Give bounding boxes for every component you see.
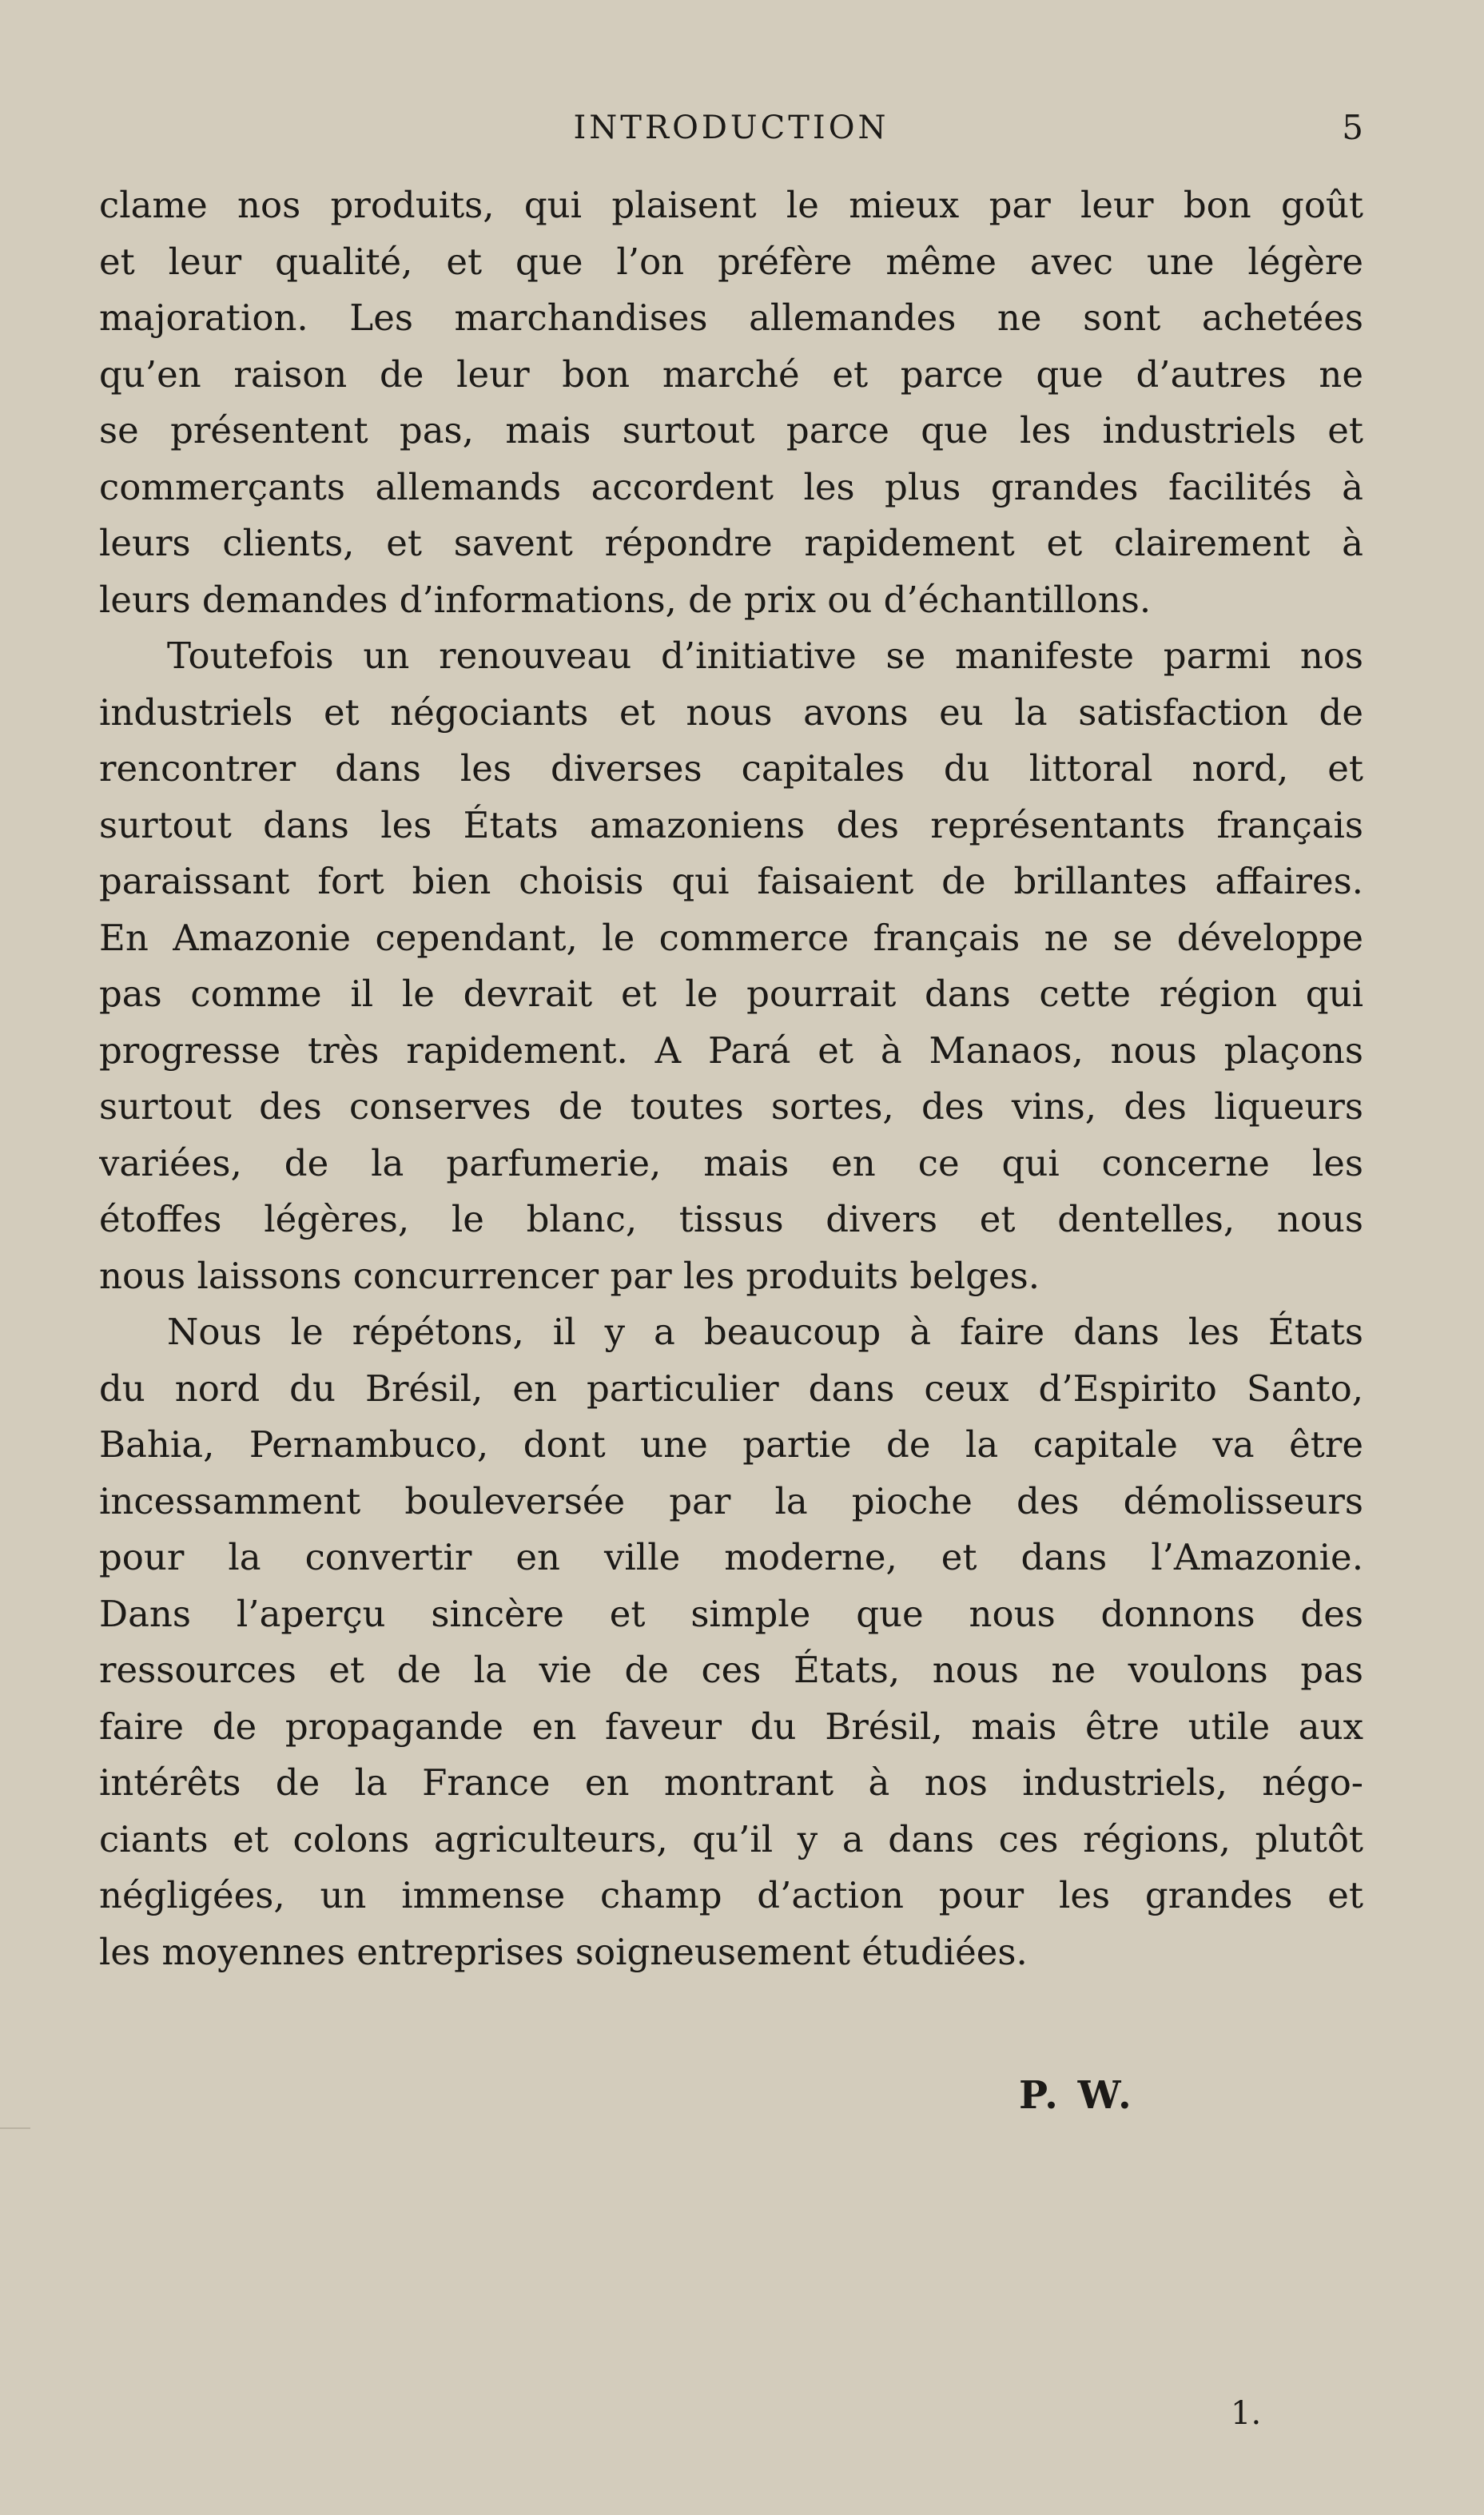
text-line: les moyennes entreprises soigneusement étudiées. (99, 1930, 1028, 1973)
text-line: leurs clients, et savent répondre rapidement et clairement à (99, 522, 1363, 564)
text-line: leurs demandes d’informations, de prix ou d’échantillons. (99, 578, 1152, 621)
text-line: ciants et colons agriculteurs, qu’il y a dans ces régions, plutôt (99, 1817, 1363, 1860)
text-line: qu’en raison de leur bon marché et parce que d’autres ne (99, 352, 1363, 396)
text-line: paraissant fort bien choisis qui faisaient de brillantes affaires. (99, 860, 1363, 902)
text-line: industriels et négociants et nous avons eu la satisfaction de (99, 690, 1363, 734)
paragraph-start-line: Nous le répétons, il y a beaucoup à faire dans les États (167, 1311, 1363, 1353)
page-number: 5 (1342, 108, 1363, 147)
text-line: rencontrer dans les diverses capitales du littoral nord, et (99, 747, 1363, 790)
running-head (99, 104, 1363, 152)
page-edge-mark (0, 2127, 30, 2129)
text-line: En Amazonie cependant, le commerce français ne se développe (99, 916, 1363, 959)
text-line: pas comme il le devrait et le pourrait dans cette région qui (99, 973, 1363, 1015)
text-line: ressources et de la vie de ces États, nous ne voulons pas (99, 1649, 1363, 1691)
text-line: variées, de la parfumerie, mais en ce qui concerne les (99, 1141, 1363, 1184)
text-line: surtout des conserves de toutes sortes, des vins, des liqueurs (99, 1085, 1363, 1128)
signature-mark: 1. (1231, 2395, 1262, 2432)
text-line: progresse très rapidement. A Pará et à Manaos, nous plaçons (99, 1029, 1363, 1072)
text-line: Dans l’aperçu sincère et simple que nous donnons des (99, 1592, 1363, 1635)
text-line: nous laissons concurrencer par les produits belges. (99, 1254, 1040, 1297)
text-line: majoration. Les marchandises allemandes ne sont achetées (99, 296, 1363, 339)
paragraph-start-line: Toutefois un renouveau d’initiative se manifeste parmi nos (167, 635, 1363, 677)
text-line: commerçants allemands accordent les plus grandes facilités à (99, 465, 1363, 508)
text-line: incessamment bouleversée par la pioche des démolisseurs (99, 1479, 1363, 1522)
author-signature: P. W. (1019, 2073, 1135, 2118)
text-line: du nord du Brésil, en particulier dans ceux d’Espirito Santo, (99, 1367, 1363, 1410)
text-line: étoffes légères, le blanc, tissus divers et dentelles, nous (99, 1198, 1363, 1240)
running-title: INTRODUCTION (573, 109, 889, 146)
text-line: faire de propagande en faveur du Brésil, mais être utile aux (99, 1705, 1363, 1748)
text-line: intérêts de la France en montrant à nos industriels, négo- (99, 1761, 1363, 1804)
text-line: surtout dans les États amazoniens des représentants français (99, 803, 1363, 846)
text-line: clame nos produits, qui plaisent le mieux par leur bon goût (99, 184, 1363, 226)
text-line: négligées, un immense champ d’action pour les grandes et (99, 1874, 1363, 1916)
text-line: se présentent pas, mais surtout parce que les industriels et (99, 409, 1363, 452)
text-line: pour la convertir en ville moderne, et dans l’Amazonie. (99, 1536, 1363, 1578)
text-line: et leur qualité, et que l’on préfère même avec une légère (99, 240, 1363, 283)
text-line: Bahia, Pernambuco, dont une partie de la capitale va être (99, 1423, 1363, 1466)
body-text (99, 177, 1363, 1980)
